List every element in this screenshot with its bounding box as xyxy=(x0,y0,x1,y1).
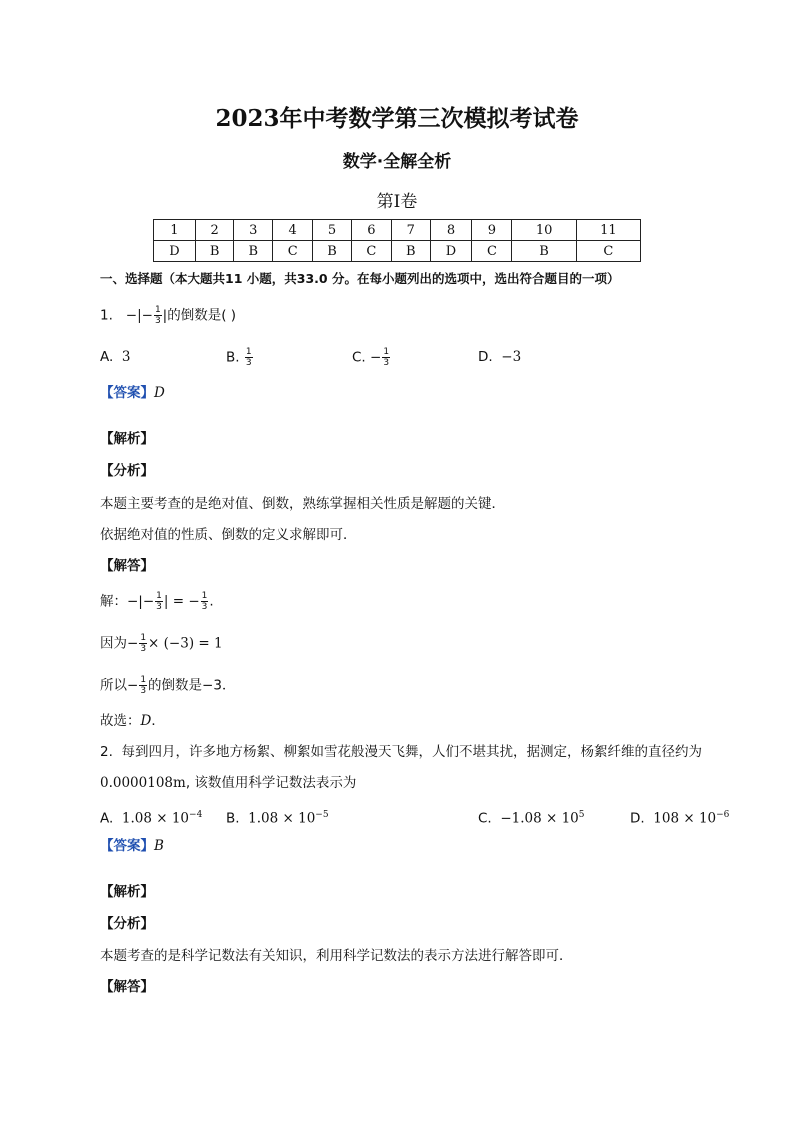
exam-subtitle: 数学·全解全析 xyxy=(342,152,452,172)
q2-option-c: C. $-1.08 \times 10^5$ xyxy=(478,810,585,827)
q2-fenxi-label: 【分析】 xyxy=(100,916,154,932)
q2-option-b: B. $1.08 \times 10^{-5}$ xyxy=(226,810,329,827)
q2-jieda-label: 【解答】 xyxy=(100,979,154,995)
table-cell: 5 xyxy=(313,220,352,241)
table-cell: C xyxy=(472,241,512,262)
q1-solution-line1: 解：−|− $\frac{1}{3}$ | = − $\frac{1}{3}$ . xyxy=(100,591,214,612)
q1-solution-line3: 所以− $\frac{1}{3}$ 的倒数是−3． xyxy=(100,675,236,696)
question-1-stem xyxy=(100,305,236,326)
table-cell: 10 xyxy=(512,220,576,241)
section-heading: 一、选择题（本大题共11 小题，共33.0 分。在每小题列出的选项中，选出符合题目的一项） xyxy=(100,271,620,286)
q1-solution-line2: 因为− $\frac{1}{3}$ × (−3) = 1 xyxy=(100,633,223,654)
table-cell: D xyxy=(430,241,472,262)
table-cell: 4 xyxy=(273,220,313,241)
q1-fenxi-line1: 本题主要考查的是绝对值、倒数，熟练掌握相关性质是解题的关键． xyxy=(100,496,505,512)
table-cell: 7 xyxy=(391,220,430,241)
q2-answer: 【答案】B xyxy=(100,838,164,854)
table-cell: 3 xyxy=(234,220,273,241)
answer-table xyxy=(153,219,641,262)
question-2-stem-line2: 0.0000108m, 该数值用科学记数法表示为 xyxy=(100,775,357,791)
answer-table-number-row xyxy=(154,220,641,241)
q2-fenxi-line1: 本题考查的是科学记数法有关知识，利用科学记数法的表示方法进行解答即可． xyxy=(100,948,573,964)
table-cell: C xyxy=(351,241,391,262)
q1-option-b: B. $\frac{1}{3}$ xyxy=(226,347,252,368)
q1-option-d: D. −3 xyxy=(478,349,522,365)
fraction: $\frac{1}{3}$ xyxy=(154,305,161,326)
q2-option-d: D. $108 \times 10^{-6}$ xyxy=(630,810,730,827)
q1-analysis-label: 【解析】 xyxy=(100,431,154,447)
table-cell: B xyxy=(313,241,352,262)
q1-fenxi-line2: 依据绝对值的性质、倒数的定义求解即可． xyxy=(100,527,357,543)
table-cell: B xyxy=(234,241,273,262)
table-cell: D xyxy=(154,241,196,262)
stem-prefix: −|− xyxy=(125,307,153,324)
table-cell: 2 xyxy=(195,220,234,241)
q1-answer: 【答案】D xyxy=(100,385,165,401)
volume-heading: 第Ⅰ卷 xyxy=(376,192,418,212)
table-cell: C xyxy=(273,241,313,262)
q2-option-a: A. $1.08 \times 10^{-4}$ xyxy=(100,810,203,827)
table-cell: B xyxy=(391,241,430,262)
table-cell: B xyxy=(512,241,576,262)
table-cell: 8 xyxy=(430,220,472,241)
question-number: 1. xyxy=(100,307,113,324)
q1-jieda-label: 【解答】 xyxy=(100,558,154,574)
stem-suffix: |的倒数是( ) xyxy=(162,307,237,324)
q2-analysis-label: 【解析】 xyxy=(100,884,154,900)
table-cell: 1 xyxy=(154,220,196,241)
table-cell: 6 xyxy=(351,220,391,241)
table-cell: 9 xyxy=(472,220,512,241)
table-cell: B xyxy=(195,241,234,262)
exam-title: 2023年中考数学第三次模拟考试卷 xyxy=(215,105,579,132)
q1-option-a: A. 3 xyxy=(100,349,131,365)
q1-fenxi-label: 【分析】 xyxy=(100,463,154,479)
q1-option-c: C. − $\frac{1}{3}$ xyxy=(352,347,390,368)
question-2-stem-line1: 2. 每到四月，许多地方杨絮、柳絮如雪花般漫天飞舞，人们不堪其扰，据测定，杨絮纤维的直径约为 xyxy=(100,744,702,760)
q1-choice: 故选：D． xyxy=(100,713,165,729)
table-cell: C xyxy=(576,241,640,262)
answer-table-answer-row xyxy=(154,241,641,262)
table-cell: 11 xyxy=(576,220,640,241)
